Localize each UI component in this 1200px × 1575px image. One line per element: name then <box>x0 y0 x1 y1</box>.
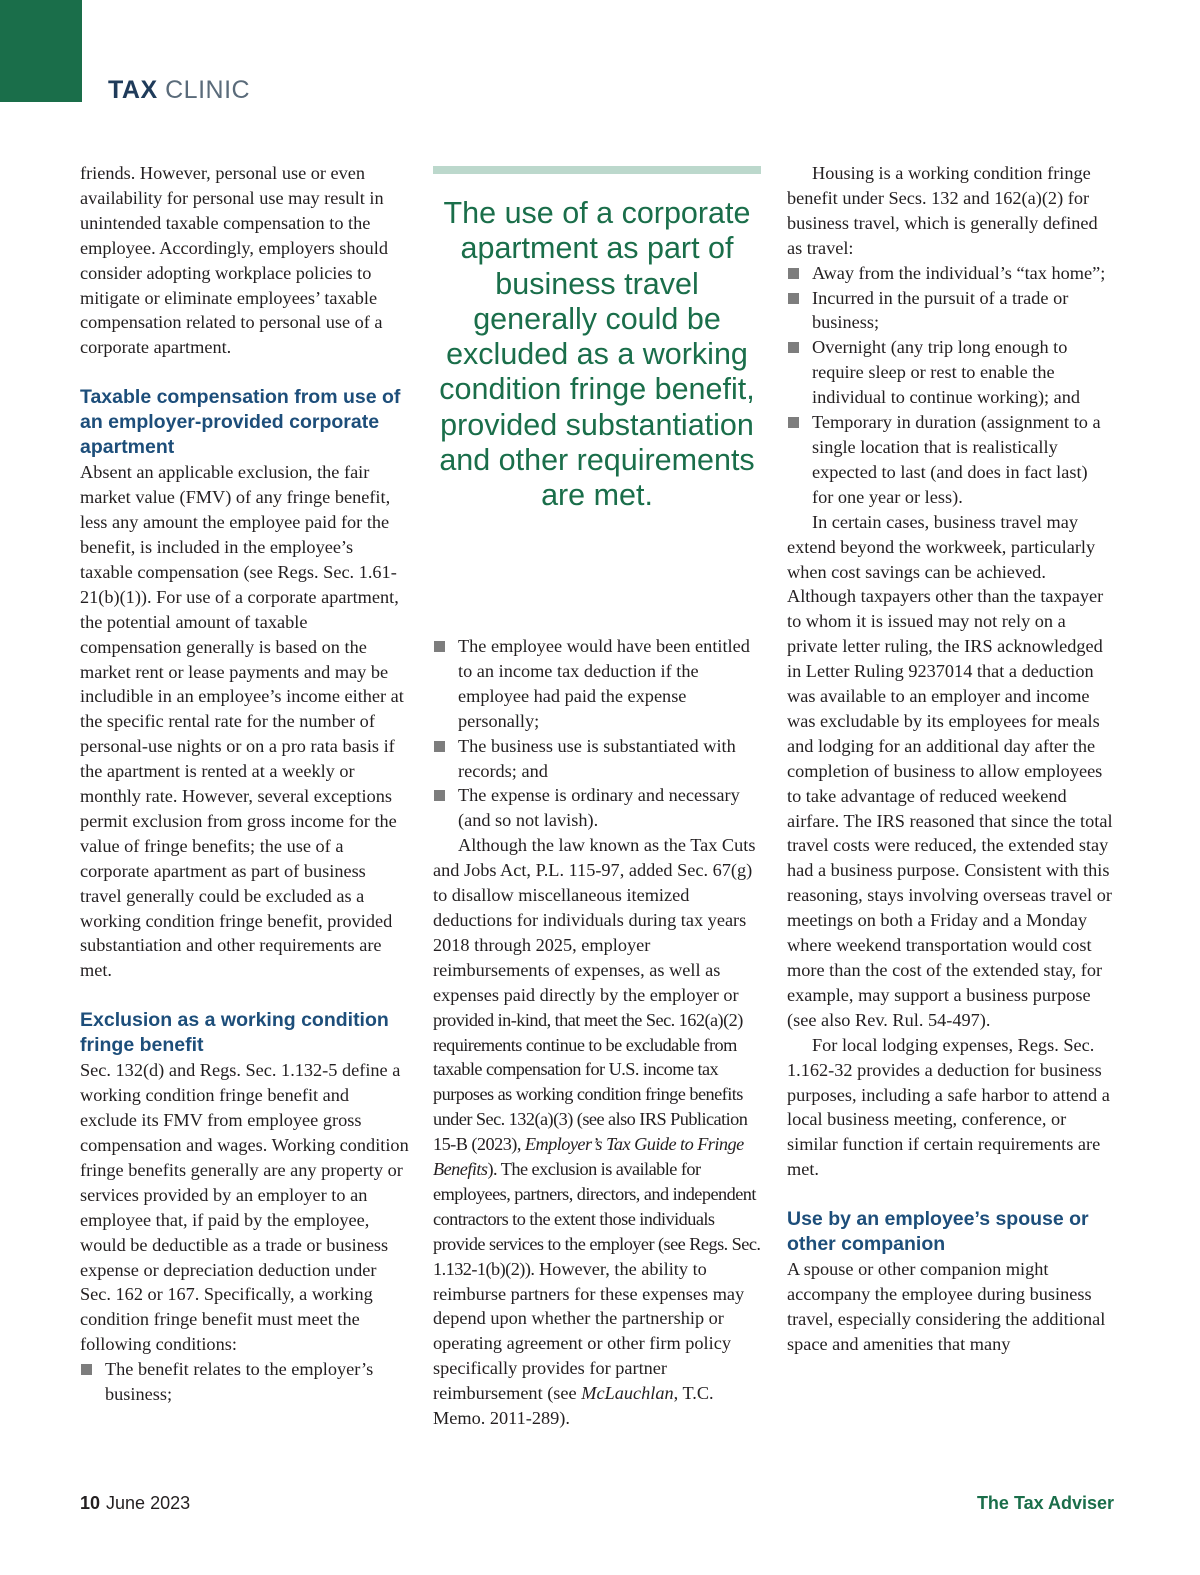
case-name: McLauchlan <box>581 1383 674 1404</box>
list-item: Temporary in duration (assignment to a single location that is realistically expected to last (and does in fact last) for one year or less). <box>787 410 1113 510</box>
column-right <box>787 161 1113 1357</box>
list-item: Away from the individual’s “tax home”; <box>787 261 1113 286</box>
paragraph-local-lodging: For local lodging expenses, Regs. Sec. 1.162-32 provides a deduction for business purposes, including a safe harbor to attend a local business meeting, conference, or similar function if certain requirements are met. <box>787 1034 1110 1180</box>
paragraph-extended-travel: In certain cases, business travel may extend beyond the workweek, particularly when cost savings can be achieved. Although taxpayers other than the taxpayer to whom it is issued may not rely on a private letter ruling, the IRS acknowledged in Letter Ruling 9237014 that a deduction was available to an employer and income was excludable by its employees for meals and lodging for an additional day after the completion of business to allow employees to take advantage of reduced weekend airfare. The IRS reasoned that since the total travel costs were reduced, the extended stay had a business purpose. Consistent with this reasoning, stays involving overseas travel or meetings on both a Friday and a Monday where weekend transportation would cost more than the cost of the extended stay, for example, may support a business purpose (see also Rev. Rul. 54-497). <box>787 511 1113 1030</box>
column-left <box>80 161 410 1407</box>
issue-date: June 2023 <box>106 1493 191 1513</box>
list-item: Overnight (any trip long enough to require sleep or rest to enable the individual to continue working); and <box>787 335 1113 410</box>
condition-list <box>80 1357 410 1407</box>
section-header-bold: TAX <box>108 76 158 104</box>
paragraph-taxable-compensation: Absent an applicable exclusion, the fair market value (FMV) of any fringe benefit, less any amount the employee paid for the benefit, is included in the employee’s taxable compensation (see Regs. Sec. 1.61-21(b)(1)). For use of a corporate apartment, the potential amount of taxable compensation generally is based on the market rent or lease payments and may be includible in an employee’s income either at the specific rental rate for the number of personal-use nights or on a pro rata basis if the apartment is rented at a weekly or monthly rate. However, several exceptions permit exclusion from gross income for the value of fringe benefits; the use of a corporate apartment as part of business travel generally could be excluded as a working condition fringe benefit, provided substantiation and other requirements are met. <box>80 462 404 981</box>
bullet-square-icon <box>788 268 799 279</box>
paragraph-exclusion: Sec. 132(d) and Regs. Sec. 1.132-5 define a working condition fringe benefit and exclude its FMV from employee gross compensation and wages. Working condition fringe benefits generally are any property or services provided by an employer to an employee that, if paid by the employee, would be deductible as a trade or business expense or depreciation deduction under Sec. 162 or 167. Specifically, a working condition fringe benefit must meet the following conditions: <box>80 1060 409 1355</box>
corner-accent-block <box>0 0 82 102</box>
section-header-rest: CLINIC <box>165 76 251 104</box>
pull-quote-rule <box>433 166 761 174</box>
bullet-square-icon <box>434 790 445 801</box>
list-item: The employee would have been entitled to an income tax deduction if the employee had paid the expense personally; <box>433 634 761 734</box>
list-item: The benefit relates to the employer’s business; <box>80 1357 410 1407</box>
footer-left <box>80 1493 190 1514</box>
bullet-square-icon <box>81 1364 92 1375</box>
heading-taxable-compensation: Taxable compensation from use of an employer-provided corporate apartment <box>80 386 401 459</box>
paragraph-housing: Housing is a working condition fringe benefit under Secs. 132 and 162(a)(2) for business travel, which is generally defined as travel: <box>787 163 1098 258</box>
bullet-square-icon <box>788 342 799 353</box>
list-item: Incurred in the pursuit of a trade or business; <box>787 286 1113 336</box>
heading-spouse: Use by an employee’s spouse or other companion <box>787 1208 1089 1256</box>
page-number: 10 <box>80 1493 101 1513</box>
pull-quote: The use of a corporate apartment as part of business travel generally could be excluded as a working condition fringe benefit, provided substantiation and other requirements are met. <box>439 196 755 513</box>
list-item: The business use is substantiated with records; and <box>433 734 761 784</box>
paragraph-tcja: Although the law known as the Tax Cuts and Jobs Act, P.L. 115-97, added Sec. 67(g) to disallow miscellaneous itemized deductions for individuals during tax years 2018 through 2025, employer reimbursements of expenses, as well as expenses paid directly by the employer or provided in-kind, that meet the Sec. 162(a)(2) requirements continue to be excludable from taxable compensation for U.S. income tax purposes as working condition fringe benefits under Sec. 132(a)(3) (see also IRS Publication 15-B (2023), Employer’s Tax Guide to Fringe Benefits). The exclusion is available for employees, partners, directors, and independent contractors to the extent those individuals provide services to the employer (see Regs. Sec. 1.132-1(b)(2)). However, the ability to reimburse partners for these expenses may depend upon whether the partnership or operating agreement or other firm policy specifically provides for partner reimbursement (see McLauchlan, T.C. Memo. 2011-289). <box>433 835 761 1429</box>
travel-definition-list <box>787 261 1113 510</box>
bullet-square-icon <box>434 741 445 752</box>
paragraph-intro: friends. However, personal use or even availability for personal use may result in unintended taxable compensation to the employee. Accordingly, employers should consider adopting workplace policies to mitigate or eliminate employees’ taxable compensation related to personal use of a corporate apartment. <box>80 163 389 358</box>
condition-list-continued <box>433 634 761 833</box>
bullet-square-icon <box>434 641 445 652</box>
column-middle <box>433 634 761 1431</box>
publication-name: The Tax Adviser <box>976 1493 1114 1513</box>
section-header <box>108 76 250 105</box>
bullet-square-icon <box>788 293 799 304</box>
heading-exclusion: Exclusion as a working condition fringe benefit <box>80 1009 389 1057</box>
publication-title: Employer’s Tax Guide to Fringe Benefits <box>433 1134 744 1180</box>
bullet-square-icon <box>788 417 799 428</box>
list-item: The expense is ordinary and necessary (and so not lavish). <box>433 783 761 833</box>
paragraph-spouse: A spouse or other companion might accompany the employee during business travel, especially considering the additional space and amenities that many <box>787 1259 1106 1354</box>
